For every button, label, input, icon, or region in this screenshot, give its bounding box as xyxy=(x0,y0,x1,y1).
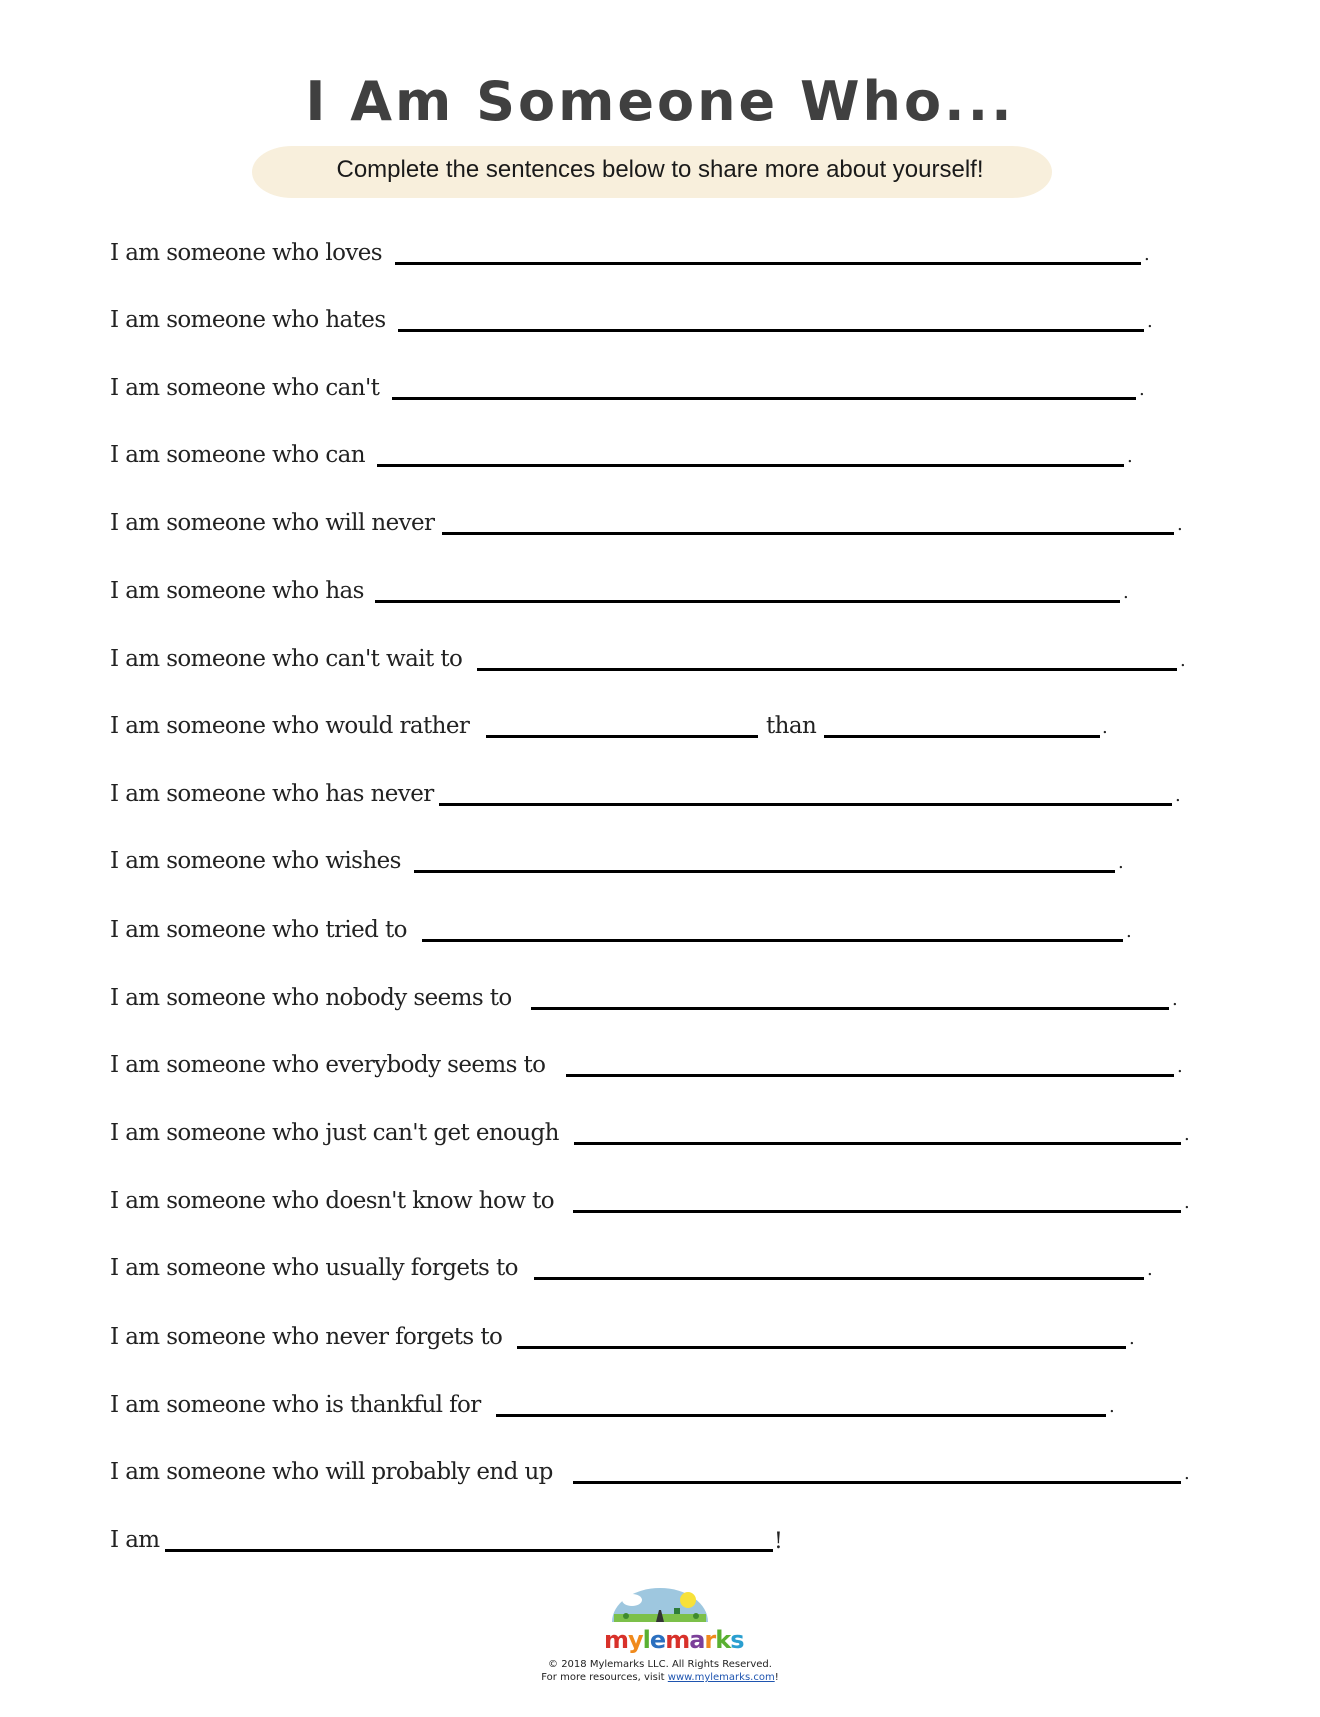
answer-blank-can[interactable] xyxy=(377,464,1124,467)
answer-blank-just-cant-get-enough[interactable] xyxy=(574,1142,1181,1145)
prompt-label: I am someone who hates xyxy=(110,307,386,333)
prompt-label: I am someone who has xyxy=(110,578,364,604)
prompt-end: . xyxy=(1184,1463,1190,1484)
prompt-label: I am someone who will probably end up xyxy=(110,1459,553,1485)
resources-suffix: ! xyxy=(774,1672,779,1683)
answer-blank-has[interactable] xyxy=(375,600,1120,603)
answer-blank-nobody-seems-to[interactable] xyxy=(531,1007,1169,1010)
prompt-row-hates xyxy=(110,302,1210,342)
prompt-end: . xyxy=(1102,717,1108,738)
prompt-label: I am someone who wishes xyxy=(110,848,401,874)
prompt-label: I am someone who never forgets to xyxy=(110,1324,503,1350)
prompt-label: I am xyxy=(110,1527,160,1553)
prompt-end: . xyxy=(1175,785,1181,806)
answer-blank-tried-to[interactable] xyxy=(422,939,1123,942)
prompt-end: . xyxy=(1123,582,1129,603)
website-link[interactable]: www.mylemarks.com xyxy=(667,1672,775,1683)
page-title: I Am Someone Who... xyxy=(305,70,1015,133)
answer-blank-cant-wait-to[interactable] xyxy=(477,668,1177,671)
prompt-label: I am someone who can't wait to xyxy=(110,646,463,672)
prompt-end: . xyxy=(1180,650,1186,671)
prompt-end: . xyxy=(1127,446,1133,467)
prompt-row-loves xyxy=(110,235,1210,275)
answer-blank-thankful-for[interactable] xyxy=(496,1414,1106,1417)
answer-blank-hates[interactable] xyxy=(398,329,1144,332)
page-subtitle: Complete the sentences below to share more about yourself! xyxy=(336,156,984,183)
prompt-end: . xyxy=(1147,311,1153,332)
answer-blank-cant[interactable] xyxy=(392,397,1136,400)
prompt-row-never-forgets-to xyxy=(110,1319,1210,1359)
prompt-label: I am someone who loves xyxy=(110,240,382,266)
answer-blank-doesnt-know-how-to[interactable] xyxy=(573,1210,1181,1213)
prompt-label: I am someone who nobody seems to xyxy=(110,985,512,1011)
prompt-end: ! xyxy=(774,1529,783,1554)
prompt-row-would-rather xyxy=(110,708,1210,748)
prompt-row-just-cant-get-enough xyxy=(110,1115,1210,1155)
prompt-end: . xyxy=(1172,989,1178,1010)
prompt-row-i-am xyxy=(110,1522,1210,1562)
prompt-row-has-never xyxy=(110,776,1210,816)
prompt-row-usually-forgets-to xyxy=(110,1250,1210,1290)
prompt-label: I am someone who will never xyxy=(110,510,435,536)
prompt-end: . xyxy=(1147,1259,1153,1280)
prompt-row-nobody-seems-to xyxy=(110,980,1210,1020)
answer-blank-wishes[interactable] xyxy=(414,870,1115,873)
prompt-row-has xyxy=(110,573,1210,613)
prompt-label: I am someone who everybody seems to xyxy=(110,1052,546,1078)
answer-blank-will-never[interactable] xyxy=(442,532,1174,535)
prompt-end: . xyxy=(1144,244,1150,265)
prompt-row-tried-to xyxy=(110,912,1210,952)
prompt-end: . xyxy=(1109,1396,1115,1417)
prompt-label: I am someone who tried to xyxy=(110,917,407,943)
prompt-end: . xyxy=(1184,1124,1190,1145)
answer-blank-usually-forgets-to[interactable] xyxy=(534,1277,1144,1280)
prompt-row-wishes xyxy=(110,843,1210,883)
prompt-end: . xyxy=(1129,1328,1135,1349)
prompt-row-doesnt-know-how-to xyxy=(110,1183,1210,1223)
prompt-end: . xyxy=(1177,514,1183,535)
prompt-end: . xyxy=(1126,921,1132,942)
prompt-row-cant-wait-to xyxy=(110,641,1210,681)
prompt-middle-than: than xyxy=(766,713,817,739)
prompt-end: . xyxy=(1184,1192,1190,1213)
answer-blank-would-rather[interactable] xyxy=(486,735,758,738)
prompt-label: I am someone who just can't get enough xyxy=(110,1120,559,1146)
prompt-label: I am someone who usually forgets to xyxy=(110,1255,518,1281)
prompt-end: . xyxy=(1118,852,1124,873)
answer-blank-end-up[interactable] xyxy=(573,1481,1181,1484)
prompt-label: I am someone who doesn't know how to xyxy=(110,1188,554,1214)
prompt-label: I am someone who can xyxy=(110,442,365,468)
resources-prefix: For more resources, visit xyxy=(541,1672,668,1683)
answer-blank-everybody-seems-to[interactable] xyxy=(566,1074,1174,1077)
answer-blank-never-forgets-to[interactable] xyxy=(517,1346,1126,1349)
prompt-row-will-never xyxy=(110,505,1210,545)
mylemarks-logo xyxy=(604,1588,744,1654)
prompt-end: . xyxy=(1139,379,1145,400)
brand-wordmark: mylemarks xyxy=(604,1626,744,1654)
copyright-text: © 2018 Mylemarks LLC. All Rights Reserved. xyxy=(548,1659,772,1670)
prompt-label: I am someone who can't xyxy=(110,375,380,401)
resources-line xyxy=(0,1671,1320,1684)
prompt-label: I am someone who is thankful for xyxy=(110,1392,481,1418)
prompt-end: . xyxy=(1177,1056,1183,1077)
prompt-row-cant xyxy=(110,370,1210,410)
prompt-label: I am someone who has never xyxy=(110,781,434,807)
answer-blank-i-am[interactable] xyxy=(165,1549,773,1552)
prompt-row-end-up xyxy=(110,1454,1210,1494)
prompt-row-can xyxy=(110,437,1210,477)
landscape-icon xyxy=(604,1588,716,1622)
prompt-row-thankful-for xyxy=(110,1387,1210,1427)
prompt-row-everybody-seems-to xyxy=(110,1047,1210,1087)
prompt-label: I am someone who would rather xyxy=(110,713,470,739)
answer-blank-than[interactable] xyxy=(824,735,1100,738)
answer-blank-loves[interactable] xyxy=(395,262,1141,265)
answer-blank-has-never[interactable] xyxy=(439,803,1172,806)
